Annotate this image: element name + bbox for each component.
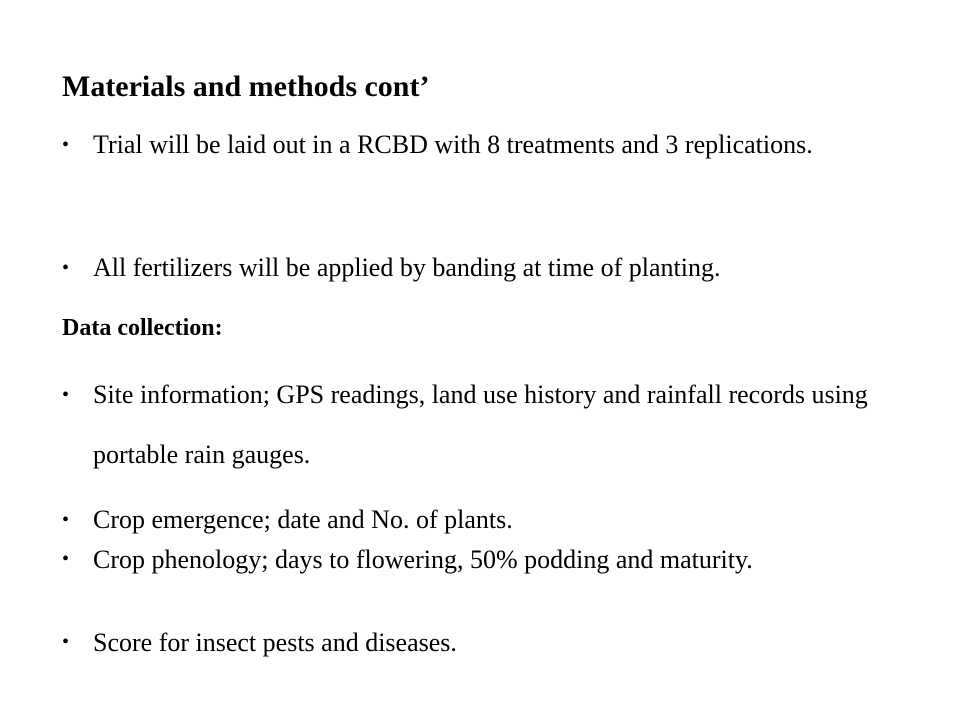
bullet-marker: • bbox=[62, 384, 70, 406]
bullet-text: Site information; GPS readings, land use history and rainfall records using portable rain gauges. bbox=[93, 380, 868, 469]
bullet-text: All fertilizers will be applied by banding at time of planting. bbox=[93, 253, 721, 282]
bullet-text: Score for insect pests and diseases. bbox=[93, 628, 457, 657]
slide-title: Materials and methods cont’ bbox=[62, 70, 430, 103]
section-subheading: Data collection: bbox=[62, 315, 223, 341]
bullet-marker: • bbox=[62, 631, 70, 653]
bullet-marker: • bbox=[62, 134, 70, 156]
bullet-marker: • bbox=[62, 548, 70, 570]
bullet-marker: • bbox=[62, 509, 70, 531]
bullet-marker: • bbox=[62, 257, 70, 279]
bullet-text: Trial will be laid out in a RCBD with 8 treatments and 3 replications. bbox=[93, 130, 813, 159]
bullet-text: Crop phenology; days to flowering, 50% podding and maturity. bbox=[93, 545, 753, 574]
bullet-text: Crop emergence; date and No. of plants. bbox=[93, 505, 513, 534]
